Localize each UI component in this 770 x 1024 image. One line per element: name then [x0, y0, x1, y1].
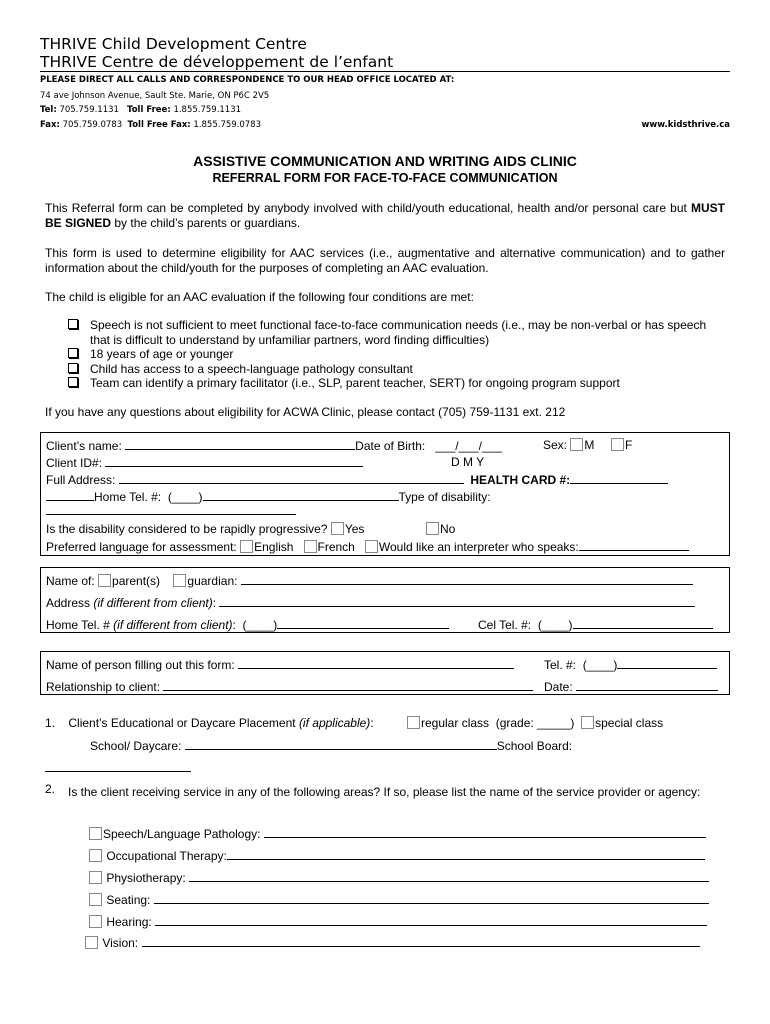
seating-checkbox[interactable] — [89, 893, 102, 906]
form-filler-section — [40, 651, 730, 695]
ot-field[interactable] — [227, 848, 705, 860]
disability-label: Type of disability: — [398, 490, 491, 504]
school-board-label: School Board: — [496, 739, 573, 753]
sex-f-checkbox[interactable] — [611, 438, 624, 451]
home-tel-field[interactable] — [203, 489, 399, 501]
client-id-field[interactable] — [105, 455, 363, 467]
progressive-yes-label: Yes — [344, 522, 365, 536]
must-be-signed: MUST BE SIGNED — [45, 201, 725, 230]
home-tel-prefix-field[interactable] — [46, 489, 94, 501]
special-class-checkbox[interactable] — [581, 716, 594, 729]
guardian-label: guardian: — [187, 574, 238, 588]
filler-name-label: Name of person filling out this form: — [46, 658, 235, 672]
parent-name-label: Name of: — [46, 574, 95, 588]
filler-name-field[interactable] — [238, 657, 514, 669]
ot-label: Occupational Therapy: — [106, 849, 227, 863]
progressive-no-checkbox[interactable] — [426, 522, 439, 535]
direct-correspondence-note: PLEASE DIRECT ALL CALLS AND CORRESPONDENCE TO OUR HEAD OFFICE LOCATED AT: — [40, 75, 455, 85]
checkbox-icon — [68, 348, 78, 358]
filler-tel-group — [544, 657, 717, 672]
french-label: French — [317, 540, 355, 554]
english-checkbox[interactable] — [240, 540, 253, 553]
q1-label: Client’s Educational or Daycare Placement — [68, 716, 296, 730]
tel-label: Tel: — [40, 105, 57, 115]
interpreter-checkbox[interactable] — [365, 540, 378, 553]
school-board-row — [45, 760, 191, 775]
progressive-no-label: No — [440, 522, 456, 536]
website-link[interactable]: www.kidsthrive.ca — [641, 120, 730, 130]
dob-field[interactable]: ___/___/___ — [435, 439, 502, 453]
slp-checkbox[interactable] — [89, 827, 102, 840]
progressive-no-group — [426, 522, 455, 536]
client-id-label: Client ID#: — [46, 456, 103, 470]
criterion-item: Team can identify a primary facilitator (i.e., SLP, parent teacher, SERT) for ongoing program support — [68, 376, 718, 391]
interpreter-language-field[interactable] — [579, 539, 689, 551]
english-label: English — [254, 540, 294, 554]
full-address-field[interactable] — [119, 472, 464, 484]
client-name-label: Client’s name: — [46, 439, 122, 453]
sex-label: Sex: — [543, 438, 568, 452]
parents-checkbox[interactable] — [98, 574, 111, 587]
q1-row: 1. Client’s Educational or Daycare Placement (if applicable): — [45, 716, 374, 730]
org-name-english: THRIVE Child Development Centre — [40, 35, 307, 53]
parent-cell-group — [478, 617, 713, 632]
filler-tel-area[interactable]: (____) — [582, 658, 618, 672]
relationship-row — [46, 679, 533, 694]
ot-checkbox[interactable] — [89, 849, 102, 862]
parent-address-field[interactable] — [219, 595, 695, 607]
full-address-label: Full Address: — [46, 473, 116, 487]
relationship-label: Relationship to client: — [46, 680, 161, 694]
seating-field[interactable] — [154, 892, 709, 904]
date-label: Date: — [544, 680, 573, 694]
filler-tel-label: Tel. #: — [544, 658, 577, 672]
full-address-row — [46, 472, 668, 487]
parent-address-row: Address (if different from client): — [46, 595, 695, 610]
service-area-row — [85, 935, 700, 950]
parent-home-tel-note: (if different from client) — [113, 618, 233, 632]
vision-field[interactable] — [142, 935, 700, 947]
criterion-item: Child has access to a speech-language pathology consultant — [68, 362, 718, 377]
org-name-french: THRIVE Centre de développement de l’enfant — [40, 53, 394, 71]
parent-address-label: Address — [46, 596, 91, 610]
q1-number: 1. — [45, 716, 56, 730]
school-row — [90, 738, 572, 753]
tollfree-number: 1.855.759.1131 — [173, 105, 242, 115]
cell-tel-field[interactable] — [573, 617, 713, 629]
home-tel-area-field[interactable]: (____) — [167, 490, 203, 504]
intro-p1-rest: by the child’s parents or guardians. — [111, 216, 301, 230]
tollfree-fax-number: 1.855.759.0783 — [193, 120, 261, 130]
dmy-legend: D M Y — [451, 455, 485, 469]
phone-line — [40, 102, 730, 118]
school-label: School/ Daycare: — [90, 739, 182, 753]
tollfree-label: Toll Free: — [127, 105, 171, 115]
date-group — [544, 679, 718, 694]
slp-field[interactable] — [264, 826, 706, 838]
fax-line — [40, 117, 730, 133]
checkbox-icon — [68, 377, 78, 387]
filler-tel-field[interactable] — [617, 657, 717, 669]
q2-question: Is the client receiving service in any of the following areas? If so, please list the name of the service provider or agency: — [68, 785, 701, 799]
dob-label: Date of Birth: — [355, 439, 426, 453]
criterion-item: 18 years of age or younger — [68, 347, 718, 362]
filler-name-row — [46, 657, 514, 672]
slp-label: Speech/Language Pathology: — [103, 827, 261, 841]
checkbox-icon — [68, 363, 78, 373]
hearing-field[interactable] — [155, 914, 707, 926]
head-office-address: 74 ave Johnson Avenue, Sault Ste. Marie, ON P6C 2V5 — [40, 91, 270, 101]
q1-class-options — [407, 716, 663, 730]
physio-label: Physiotherapy: — [106, 871, 186, 885]
health-card-label: HEALTH CARD #: — [470, 473, 571, 487]
progressive-yes-checkbox[interactable] — [331, 522, 344, 535]
sex-m-label: M — [584, 438, 595, 452]
school-board-field[interactable] — [45, 760, 191, 772]
cell-tel-area[interactable]: (____) — [537, 618, 573, 632]
parent-home-tel-area[interactable]: (____) — [242, 618, 278, 632]
seating-label: Seating: — [106, 893, 151, 907]
regular-class-label: regular class — [421, 716, 490, 730]
contact-note: If you have any questions about eligibility for ACWA Clinic, please contact (705) 759-1131 ext. 212 — [45, 405, 566, 419]
service-area-row — [89, 848, 705, 863]
intro-paragraph-2: This form is used to determine eligibility for AAC services (i.e., augmentative and alternative communication) and to gather information about the child/youth for the purposes of completing an AAC evaluation. — [45, 246, 725, 275]
interpreter-label: Would like an interpreter who speaks: — [378, 540, 579, 554]
parents-label: parent(s) — [112, 574, 161, 588]
regular-class-checkbox[interactable] — [407, 716, 420, 729]
parent-address-note: (if different from client) — [93, 596, 213, 610]
progressive-question: Is the disability considered to be rapidly progressive? — [46, 522, 328, 536]
disability-row — [46, 503, 296, 518]
sex-m-checkbox[interactable] — [570, 438, 583, 451]
parent-name-field[interactable] — [241, 573, 693, 585]
parent-name-row — [46, 573, 693, 588]
relationship-field[interactable] — [163, 679, 533, 691]
grade-field[interactable]: (grade: _____) — [495, 716, 575, 730]
checkbox-icon — [68, 319, 78, 329]
service-area-row — [89, 892, 709, 907]
fax-number: 705.759.0783 — [62, 120, 123, 130]
physio-checkbox[interactable] — [89, 871, 102, 884]
hearing-label: Hearing: — [106, 915, 152, 929]
language-row — [46, 539, 689, 554]
client-name-row — [46, 438, 502, 453]
form-subtitle: REFERRAL FORM FOR FACE-TO-FACE COMMUNICATION — [212, 171, 558, 185]
home-tel-row — [46, 489, 491, 504]
special-class-label: special class — [595, 716, 664, 730]
client-info-section — [40, 432, 730, 556]
intro-p1-text: This Referral form can be completed by anybody involved with child/youth educational, health and/or personal care but — [45, 201, 687, 215]
service-area-row — [89, 870, 709, 885]
parent-home-tel-field[interactable] — [277, 617, 449, 629]
parent-guardian-section — [40, 567, 730, 633]
guardian-checkbox[interactable] — [173, 574, 186, 587]
service-area-row — [89, 826, 706, 841]
vision-label: Vision: — [102, 936, 139, 950]
hearing-checkbox[interactable] — [89, 915, 102, 928]
date-field[interactable] — [576, 679, 718, 691]
home-tel-label: Home Tel. #: — [94, 490, 162, 504]
physio-field[interactable] — [189, 870, 709, 882]
french-checkbox[interactable] — [304, 540, 317, 553]
q2-number: 2. — [45, 782, 56, 796]
sex-group — [543, 438, 632, 452]
school-field[interactable] — [185, 738, 497, 750]
language-label: Preferred language for assessment: — [46, 540, 237, 554]
service-area-row — [89, 914, 707, 929]
q1-note: (if applicable) — [298, 716, 371, 730]
fax-label: Fax: — [40, 120, 60, 130]
disability-field[interactable] — [46, 503, 296, 515]
progressive-row — [46, 522, 364, 536]
parent-home-tel-label: Home Tel. # — [46, 618, 110, 632]
tel-number: 705.759.1131 — [59, 105, 119, 115]
vision-checkbox[interactable] — [85, 936, 98, 949]
criterion-item: Speech is not sufficient to meet functional face-to-face communication needs (i.e., may be non-verbal or has speech that is difficult to understand by unfamiliar partners, word finding difficulties) — [68, 318, 718, 347]
client-id-row — [46, 455, 363, 470]
parent-tel-row: Home Tel. # (if different from client): (____) — [46, 617, 449, 632]
health-card-field[interactable] — [570, 472, 668, 484]
cell-tel-label: Cel Tel. #: — [478, 618, 532, 632]
form-title: ASSISTIVE COMMUNICATION AND WRITING AIDS CLINIC — [193, 153, 577, 169]
intro-paragraph-1 — [45, 201, 725, 231]
sex-f-label: F — [625, 438, 633, 452]
intro-paragraph-3: The child is eligible for an AAC evaluation if the following four conditions are met: — [45, 290, 474, 304]
tollfree-fax-label: Toll Free Fax: — [127, 120, 191, 130]
client-name-field[interactable] — [125, 438, 355, 450]
eligibility-criteria-list — [68, 318, 718, 391]
